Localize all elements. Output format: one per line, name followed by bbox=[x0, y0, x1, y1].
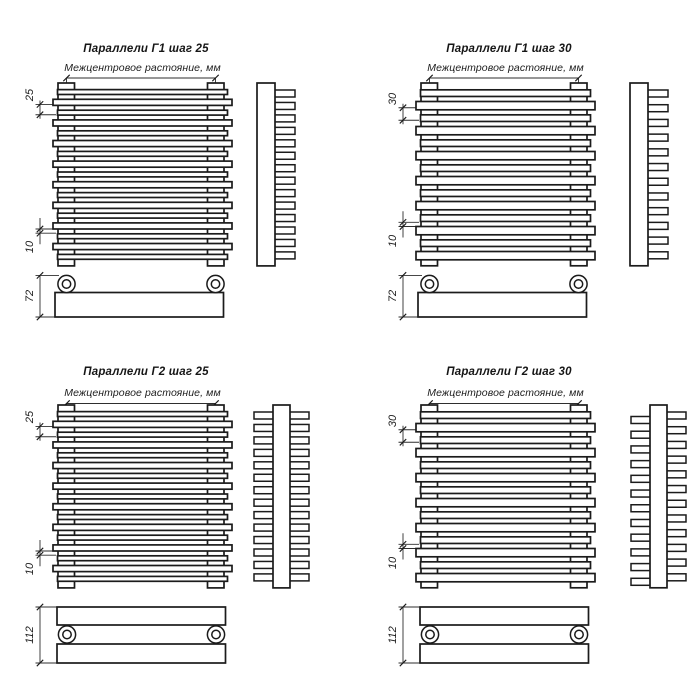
figure-subtitle: Межцентровое растояние, мм bbox=[427, 61, 584, 74]
dim-step-label: 25 bbox=[23, 89, 36, 102]
dim-gap-label: 10 bbox=[387, 234, 399, 247]
figure-title: Параллели Г1 шаг 25 bbox=[83, 43, 209, 55]
figure-subtitle: Межцентровое растояние, мм bbox=[64, 386, 221, 399]
dim-step-label: 30 bbox=[386, 414, 399, 427]
figure-title: Параллели Г1 шаг 30 bbox=[446, 43, 572, 55]
figure-subtitle: Межцентровое растояние, мм bbox=[64, 61, 221, 74]
dim-depth-label: 112 bbox=[386, 626, 399, 644]
dim-step-label: 25 bbox=[23, 411, 36, 424]
figure-title: Параллели Г2 шаг 25 bbox=[83, 366, 209, 378]
dim-gap-label: 10 bbox=[24, 563, 36, 576]
dim-depth-label: 72 bbox=[386, 290, 399, 303]
figure-subtitle: Межцентровое растояние, мм bbox=[427, 386, 584, 399]
dim-depth-label: 112 bbox=[23, 626, 36, 644]
dim-gap-label: 10 bbox=[387, 556, 399, 569]
figure-title: Параллели Г2 шаг 30 bbox=[446, 366, 572, 378]
dim-gap-label: 10 bbox=[24, 241, 36, 254]
dim-depth-label: 72 bbox=[23, 290, 36, 303]
dim-step-label: 30 bbox=[386, 92, 399, 105]
